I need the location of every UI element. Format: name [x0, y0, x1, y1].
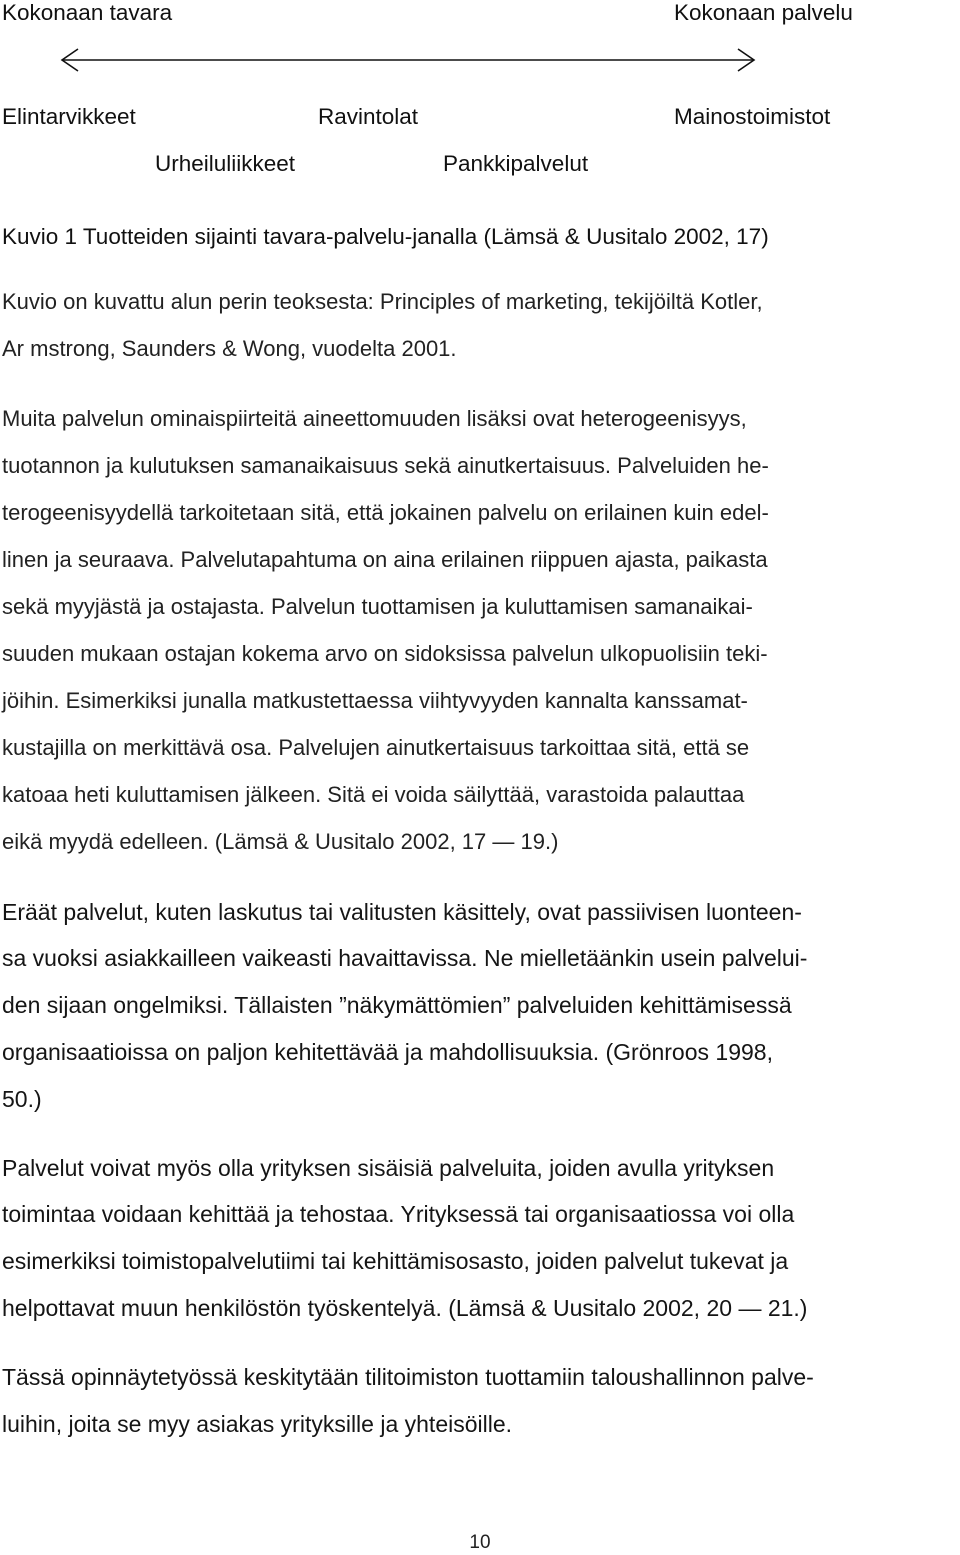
- text-line: Palvelut voivat myös olla yrityksen sisäisiä palveluita, joiden avulla yrityksen: [2, 1155, 775, 1181]
- page-number: 10: [469, 1532, 491, 1553]
- text-line: suuden mukaan ostajan kokema arvo on sidoksissa palvelun ulkopuolisiin teki-: [2, 641, 768, 666]
- category-advertising-agencies: Mainostoimistot: [674, 104, 831, 129]
- text-line: sekä myyjästä ja ostajasta. Palvelun tuottamisen ja kuluttamisen samanaikai-: [2, 594, 753, 619]
- double-headed-arrow-icon: [60, 45, 756, 75]
- text-line: Eräät palvelut, kuten laskutus tai valitusten käsittely, ovat passiivisen luonteen-: [2, 899, 802, 925]
- text-line: kustajilla on merkittävä osa. Palvelujen ainutkertaisuus tarkoittaa sitä, että se: [2, 735, 750, 760]
- text-line: 50.): [2, 1086, 42, 1112]
- text-line: Muita palvelun ominaispiirteitä aineettomuuden lisäksi ovat heterogeenisyys,: [2, 406, 747, 431]
- text-line: terogeenisyydellä tarkoitetaan sitä, että jokainen palvelu on erilainen kuin edel-: [2, 500, 769, 525]
- text-line: linen ja seuraava. Palvelutapahtuma on aina erilainen riippuen ajasta, paikasta: [2, 547, 768, 572]
- category-sports-shops: Urheiluliikkeet: [155, 151, 296, 176]
- text-line: Ar mstrong, Saunders & Wong, vuodelta 2001.: [2, 336, 457, 361]
- left-end-label: Kokonaan tavara: [2, 0, 173, 25]
- text-line: den sijaan ongelmiksi. Tällaisten ”näkymättömien” palveluiden kehittämisessä: [2, 992, 792, 1018]
- category-banking-services: Pankkipalvelut: [443, 151, 589, 176]
- text-line: esimerkiksi toimistopalvelutiimi tai kehittämisosasto, joiden palvelut tukevat ja: [2, 1248, 789, 1274]
- right-end-label: Kokonaan palvelu: [674, 0, 853, 25]
- text-line: toimintaa voidaan kehittää ja tehostaa. Yrityksessä tai organisaatiossa voi olla: [2, 1201, 795, 1227]
- category-restaurants: Ravintolat: [318, 104, 419, 129]
- text-line: organisaatioissa on paljon kehitettävää ja mahdollisuuksia. (Grönroos 1998,: [2, 1039, 773, 1065]
- text-line: helpottavat muun henkilöstön työskentelyä. (Lämsä & Uusitalo 2002, 20 — 21.): [2, 1295, 808, 1321]
- text-line: Kuvio on kuvattu alun perin teoksesta: Principles of marketing, tekijöiltä Kotler,: [2, 289, 763, 314]
- text-line: tuotannon ja kulutuksen samanaikaisuus sekä ainutkertaisuus. Palveluiden he-: [2, 453, 769, 478]
- figure-caption: Kuvio 1 Tuotteiden sijainti tavara-palvelu-janalla (Lämsä & Uusitalo 2002, 17): [2, 224, 769, 249]
- text-line: Tässä opinnäytetyössä keskitytään tilitoimiston tuottamiin taloushallinnon palve-: [2, 1364, 814, 1390]
- text-line: jöihin. Esimerkiksi junalla matkustettaessa viihtyvyyden kannalta kanssamat-: [2, 688, 748, 713]
- text-line: eikä myydä edelleen. (Lämsä & Uusitalo 2002, 17 — 19.): [2, 829, 559, 854]
- text-line: katoaa heti kuluttamisen jälkeen. Sitä ei voida säilyttää, varastoida palauttaa: [2, 782, 745, 807]
- text-line: luihin, joita se myy asiakas yrityksille ja yhteisöille.: [2, 1411, 513, 1437]
- text-line: sa vuoksi asiakkailleen vaikeasti havaittavissa. Ne mielletäänkin usein palvelui-: [2, 945, 808, 971]
- category-food: Elintarvikkeet: [2, 104, 136, 129]
